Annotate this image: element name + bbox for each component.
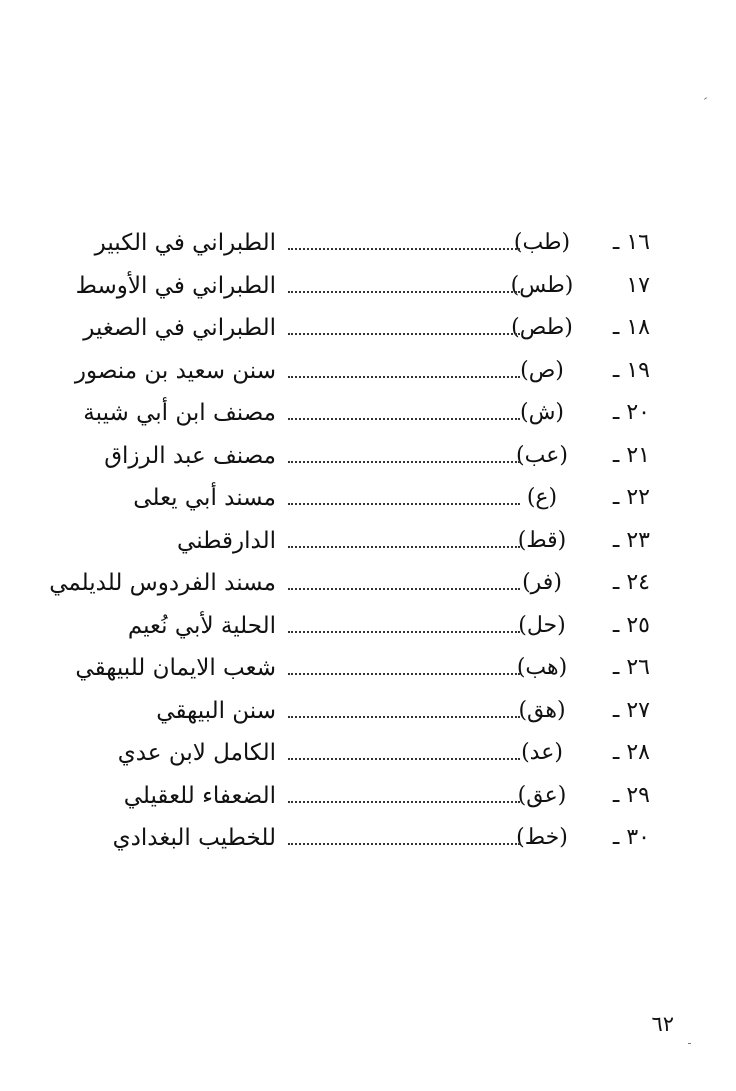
abbreviations-list: [0, 226, 736, 864]
entry-name: الدارقطني: [177, 527, 276, 554]
entry-code: (طص): [511, 315, 573, 340]
entry-code: (هق): [518, 697, 566, 723]
entry-code: (قط): [517, 527, 567, 553]
entry-number: ٢٣ ـ: [612, 527, 650, 553]
entry-name: الكامل لابن عدي: [117, 740, 276, 766]
scan-speck: [688, 1043, 691, 1044]
entry-number: ١٩ ـ: [612, 357, 650, 383]
entry-name: الطبراني في الأوسط: [75, 272, 276, 299]
dot-leader: [288, 758, 520, 760]
list-item: [0, 396, 736, 439]
entry-name: سنن سعيد بن منصور: [74, 357, 276, 384]
entry-code: (هب): [516, 655, 568, 680]
list-item: [0, 481, 736, 524]
scan-speck: [704, 97, 707, 100]
entry-code: (عب): [516, 442, 568, 468]
list-item: [0, 736, 736, 779]
entry-name: مسند أبي يعلى: [133, 485, 276, 511]
page-number: ٦٢: [651, 1012, 674, 1036]
entry-code: (ع): [526, 485, 558, 510]
entry-code: (خط): [516, 825, 568, 850]
entry-number: ١٦ ـ: [612, 230, 650, 255]
entry-number: ٢٢ ـ: [612, 485, 650, 510]
list-item: [0, 821, 736, 864]
entry-name: مصنف ابن أبي شيبة: [83, 400, 276, 426]
entry-code: (طس): [510, 272, 574, 298]
dot-leader: [288, 418, 520, 420]
entry-code: (طب): [513, 230, 571, 255]
entry-number: ٢٥ ـ: [612, 612, 650, 638]
entry-name: سنن البيهقي: [156, 697, 276, 724]
dot-leader: [288, 461, 520, 463]
entry-name: للخطيب البغدادي: [112, 825, 276, 851]
entry-code: (ش): [519, 400, 565, 425]
entry-code: (ص): [520, 357, 564, 383]
entry-number: ٢٩ ـ: [612, 782, 650, 808]
entry-number: ٢٧ ـ: [612, 697, 650, 723]
dot-leader: [288, 673, 520, 675]
dot-leader: [288, 843, 520, 845]
entry-number: ٢٤ ـ: [612, 570, 650, 595]
entry-number: ١٧: [626, 272, 650, 298]
list-item: [0, 779, 736, 822]
dot-leader: [288, 546, 520, 548]
entry-code: (حل): [518, 612, 566, 638]
entry-number: ٢٠ ـ: [612, 400, 650, 425]
entry-name: الطبراني في الكبير: [94, 230, 276, 256]
entry-code: (فر): [522, 570, 562, 595]
list-item: [0, 566, 736, 609]
dot-leader: [288, 801, 520, 803]
entry-number: ٢٦ ـ: [612, 655, 650, 680]
entry-number: ٢٨ ـ: [612, 740, 650, 765]
list-item: [0, 609, 736, 652]
list-item: [0, 311, 736, 354]
entry-name: الحلية لأبي نُعيم: [127, 612, 276, 639]
dot-leader: [288, 503, 520, 505]
dot-leader: [288, 716, 520, 718]
entry-code: (عد): [521, 740, 563, 765]
dot-leader: [288, 376, 520, 378]
entry-code: (عق): [517, 782, 567, 808]
entry-name: مصنف عبد الرزاق: [104, 442, 276, 469]
list-item: [0, 269, 736, 312]
dot-leader: [288, 631, 520, 633]
entry-name: شعب الايمان للبيهقي: [75, 655, 276, 681]
list-item: [0, 439, 736, 482]
entry-number: ٢١ ـ: [612, 442, 650, 468]
entry-number: ١٨ ـ: [612, 315, 650, 340]
list-item: [0, 651, 736, 694]
entry-name: مسند الفردوس للديلمي: [49, 570, 276, 596]
entry-name: الطبراني في الصغير: [83, 315, 276, 341]
list-item: [0, 524, 736, 567]
dot-leader: [288, 291, 520, 293]
list-item: [0, 226, 736, 269]
list-item: [0, 354, 736, 397]
entry-name: الضعفاء للعقيلي: [123, 782, 276, 809]
dot-leader: [288, 588, 520, 590]
dot-leader: [288, 333, 520, 335]
dot-leader: [288, 248, 520, 250]
entry-number: ٣٠ ـ: [612, 825, 650, 850]
list-item: [0, 694, 736, 737]
